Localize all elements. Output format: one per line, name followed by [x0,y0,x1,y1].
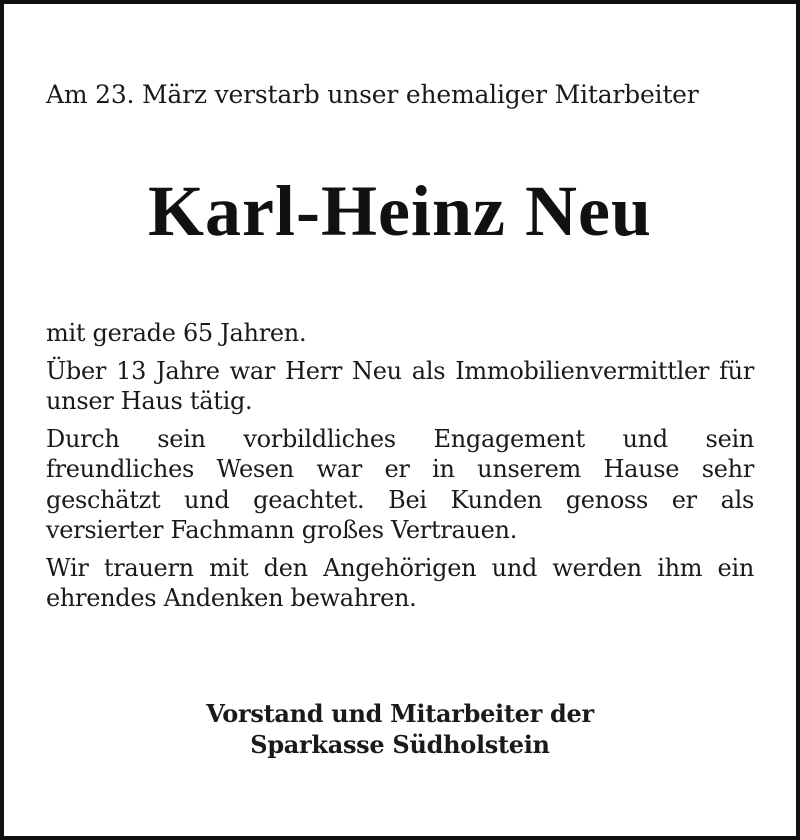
paragraph-tenure: Über 13 Jahre war Herr Neu als Immobilienvermittler für unser Haus tätig. [46,356,754,415]
paragraph-condolence: Wir trauern mit den Angehörigen und werden ihm ein ehrendes Andenken bewahren. [46,553,754,612]
intro-line: Am 23. März verstarb unser ehemaliger Mitarbeiter [46,80,699,109]
paragraph-tribute: Durch sein vorbildliches Engagement und sein freundliches Wesen war er in unserem Hause sehr geschätzt und geachtet. Bei Kunden genoss er als versierter Fachmann großes Vertrauen. [46,424,754,544]
deceased-name: Karl-Heinz Neu [148,171,652,251]
paragraph-age: mit gerade 65 Jahren. [46,319,307,347]
signature-line-2: Sparkasse Südholstein [250,730,550,759]
notice-body [46,318,754,621]
signature-block [46,698,754,760]
signature-line-1: Vorstand und Mitarbeiter der [206,699,594,728]
